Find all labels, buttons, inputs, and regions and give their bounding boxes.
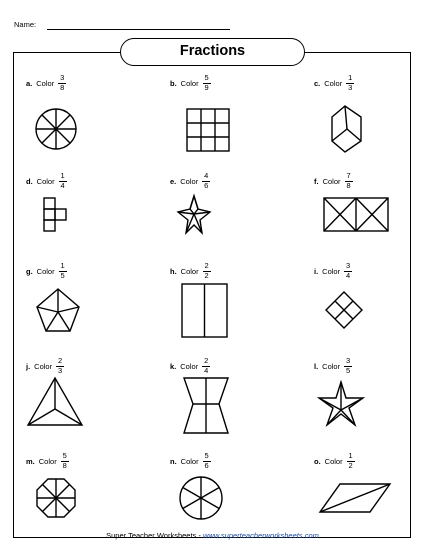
problem-letter: b. [170,78,177,88]
problem-word: Color [180,78,199,88]
shape-i-diamond[interactable] [326,292,362,328]
problem-word: Color [324,78,343,88]
footer [0,531,425,540]
numerator: 2 [204,261,209,270]
shape-k-hourglass[interactable] [184,378,228,433]
denominator: 4 [60,181,65,190]
problem-letter: m. [26,456,35,466]
shape-j-triangle[interactable] [28,378,82,425]
shape-c-hexagon[interactable] [332,106,361,152]
problem-word: Color [322,176,341,186]
problem-letter: i. [314,266,319,276]
problem-word: Color [180,176,199,186]
problem-letter: h. [170,266,177,276]
numerator: 5 [62,451,67,460]
denominator: 6 [204,461,209,470]
numerator: 3 [346,261,351,270]
shape-a-circle[interactable] [36,109,76,149]
denominator: 8 [62,461,67,470]
denominator: 5 [346,366,351,375]
denominator: 6 [204,181,209,190]
problem-word: Color [36,266,55,276]
denominator: 9 [204,83,209,92]
problem-word: Color [34,361,53,371]
problem-letter: g. [26,266,33,276]
numerator: 4 [204,171,209,180]
numerator: 3 [60,73,65,82]
numerator: 5 [204,451,209,460]
shape-b-grid[interactable] [187,109,229,151]
numerator: 2 [58,356,63,365]
problem-letter: j. [26,361,31,371]
problem-letter: o. [314,456,321,466]
problem-word: Color [180,361,199,371]
shape-e-star[interactable] [178,196,210,233]
numerator: 7 [346,171,351,180]
problem-word: Color [324,456,343,466]
problem-letter: k. [170,361,177,371]
numerator: 1 [60,261,65,270]
numerator: 1 [348,73,353,82]
problem-letter: c. [314,78,321,88]
shape-m-octagon[interactable] [37,479,75,517]
problem-word: Color [36,78,55,88]
problem-letter: f. [314,176,319,186]
denominator: 3 [348,83,353,92]
problem-word: Color [180,456,199,466]
problem-letter: d. [26,176,33,186]
problem-letter: n. [170,456,177,466]
denominator: 2 [348,461,353,470]
problem-letter: l. [314,361,319,371]
problem-letter: a. [26,78,33,88]
problem-letter: e. [170,176,177,186]
shape-f-rectangles[interactable] [324,198,388,231]
numerator: 3 [346,356,351,365]
page-title: Fractions [120,38,305,66]
name-label: Name: [14,20,37,29]
numerator: 1 [348,451,353,460]
numerator: 2 [204,356,209,365]
shape-h-rectangle[interactable] [182,284,227,337]
shape-d-squares[interactable] [44,198,66,231]
problem-word: Color [322,266,341,276]
denominator: 2 [204,271,209,280]
numerator: 1 [60,171,65,180]
problem-word: Color [36,176,55,186]
denominator: 8 [60,83,65,92]
shape-g-pentagon[interactable] [37,289,79,331]
shape-o-parallelogram[interactable] [320,484,390,512]
footer-url[interactable]: www.superteacherworksheets.com [202,531,319,540]
denominator: 3 [58,366,63,375]
denominator: 5 [60,271,65,280]
numerator: 5 [204,73,209,82]
problem-word: Color [322,361,341,371]
problem-word: Color [180,266,199,276]
denominator: 4 [204,366,209,375]
footer-brand: Super Teacher Worksheets [106,531,197,540]
problem-word: Color [38,456,57,466]
denominator: 8 [346,181,351,190]
shape-n-circle[interactable] [180,477,222,519]
footer-separator: - [196,531,203,540]
denominator: 4 [346,271,351,280]
shape-l-star[interactable] [319,382,363,425]
